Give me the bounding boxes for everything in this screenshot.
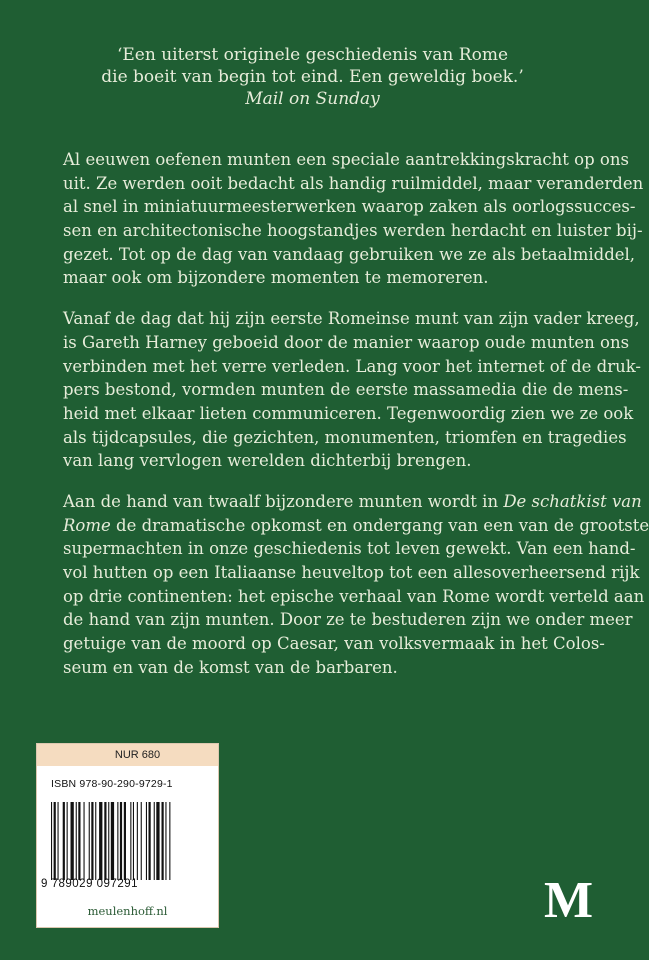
nur-code: NUR 680 <box>37 744 218 766</box>
text-line <box>63 490 642 514</box>
publisher-logo: M <box>544 872 594 929</box>
text-line: getuige van de moord op Caesar, van volksvermaak in het Colos- <box>63 634 605 654</box>
text-line: gezet. Tot op de dag van vandaag gebruiken we ze als betaalmiddel, <box>63 244 636 264</box>
paragraph-1 <box>63 148 644 290</box>
text-line: heid met elkaar lieten communiceren. Tegenwoordig zien we ze ook <box>63 403 634 423</box>
text-line: vol hutten op een Italiaanse heuveltop tot een allesoverheersend rijk <box>63 563 640 582</box>
book-title-part-2: Rome <box>63 515 111 535</box>
quote-source: Mail on Sunday <box>245 89 380 109</box>
paragraph-2 <box>63 307 642 473</box>
publisher-website: meulenhoff.nl <box>87 904 168 918</box>
quote-line-2: die boeit van begin tot eind. Een geweldig boek.’ <box>101 67 524 87</box>
barcode-label <box>36 743 219 928</box>
text-line: is Gareth Harney geboeid door de manier waarop oude munten ons <box>63 332 630 352</box>
text-line: sen en architectonische hoogstandjes werden herdacht en luister bij- <box>63 221 643 241</box>
text-line: maar ook om bijzondere momenten te memoreren. <box>63 268 489 288</box>
text-line: verbinden met het verre verleden. Lang voor het internet of de druk- <box>63 356 642 376</box>
text-run: Aan de hand van twaalf bijzondere munten wordt in <box>63 491 504 511</box>
text-line: Vanaf de dag dat hij zijn eerste Romeinse munt van zijn vader kreeg, <box>63 309 640 329</box>
text-run: de dramatische opkomst en ondergang van een van de grootste <box>110 515 649 535</box>
book-title-part-1: De schatkist van <box>503 491 642 511</box>
text-line: Al eeuwen oefenen munten een speciale aantrekkingskracht op ons <box>63 150 629 169</box>
text-line: supermachten in onze geschiedenis tot leven gewekt. Van een hand- <box>63 539 636 559</box>
text-line: van lang vervlogen werelden dichterbij brengen. <box>63 451 472 471</box>
review-quote <box>0 44 625 110</box>
text-line: seum en van de komst van de barbaren. <box>63 657 398 677</box>
barcode-icon <box>51 802 207 880</box>
blurb <box>63 148 649 696</box>
isbn-number: ISBN 978-90-290-9729-1 <box>51 778 173 790</box>
quote-line-1: ‘Een uiterst originele geschiedenis van Rome <box>116 45 509 65</box>
text-line: uit. Ze werden ooit bedacht als handig ruilmiddel, maar veranderden <box>63 173 644 193</box>
text-line: pers bestond, vormden munten de eerste massamedia die de mens- <box>63 380 629 400</box>
text-line <box>63 514 649 538</box>
text-line: de hand van zijn munten. Door ze te bestuderen zijn we onder meer <box>63 610 633 630</box>
text-line: al snel in miniatuurmeesterwerken waarop zaken als oorlogssucces- <box>63 197 636 217</box>
barcode-digits: 9 789029 097291 <box>41 878 139 890</box>
text-line: op drie continenten: het epische verhaal van Rome wordt verteld aan <box>63 586 645 606</box>
paragraph-3 <box>63 490 649 680</box>
text-line: als tijdcapsules, die gezichten, monumenten, triomfen en tragedies <box>63 427 627 447</box>
